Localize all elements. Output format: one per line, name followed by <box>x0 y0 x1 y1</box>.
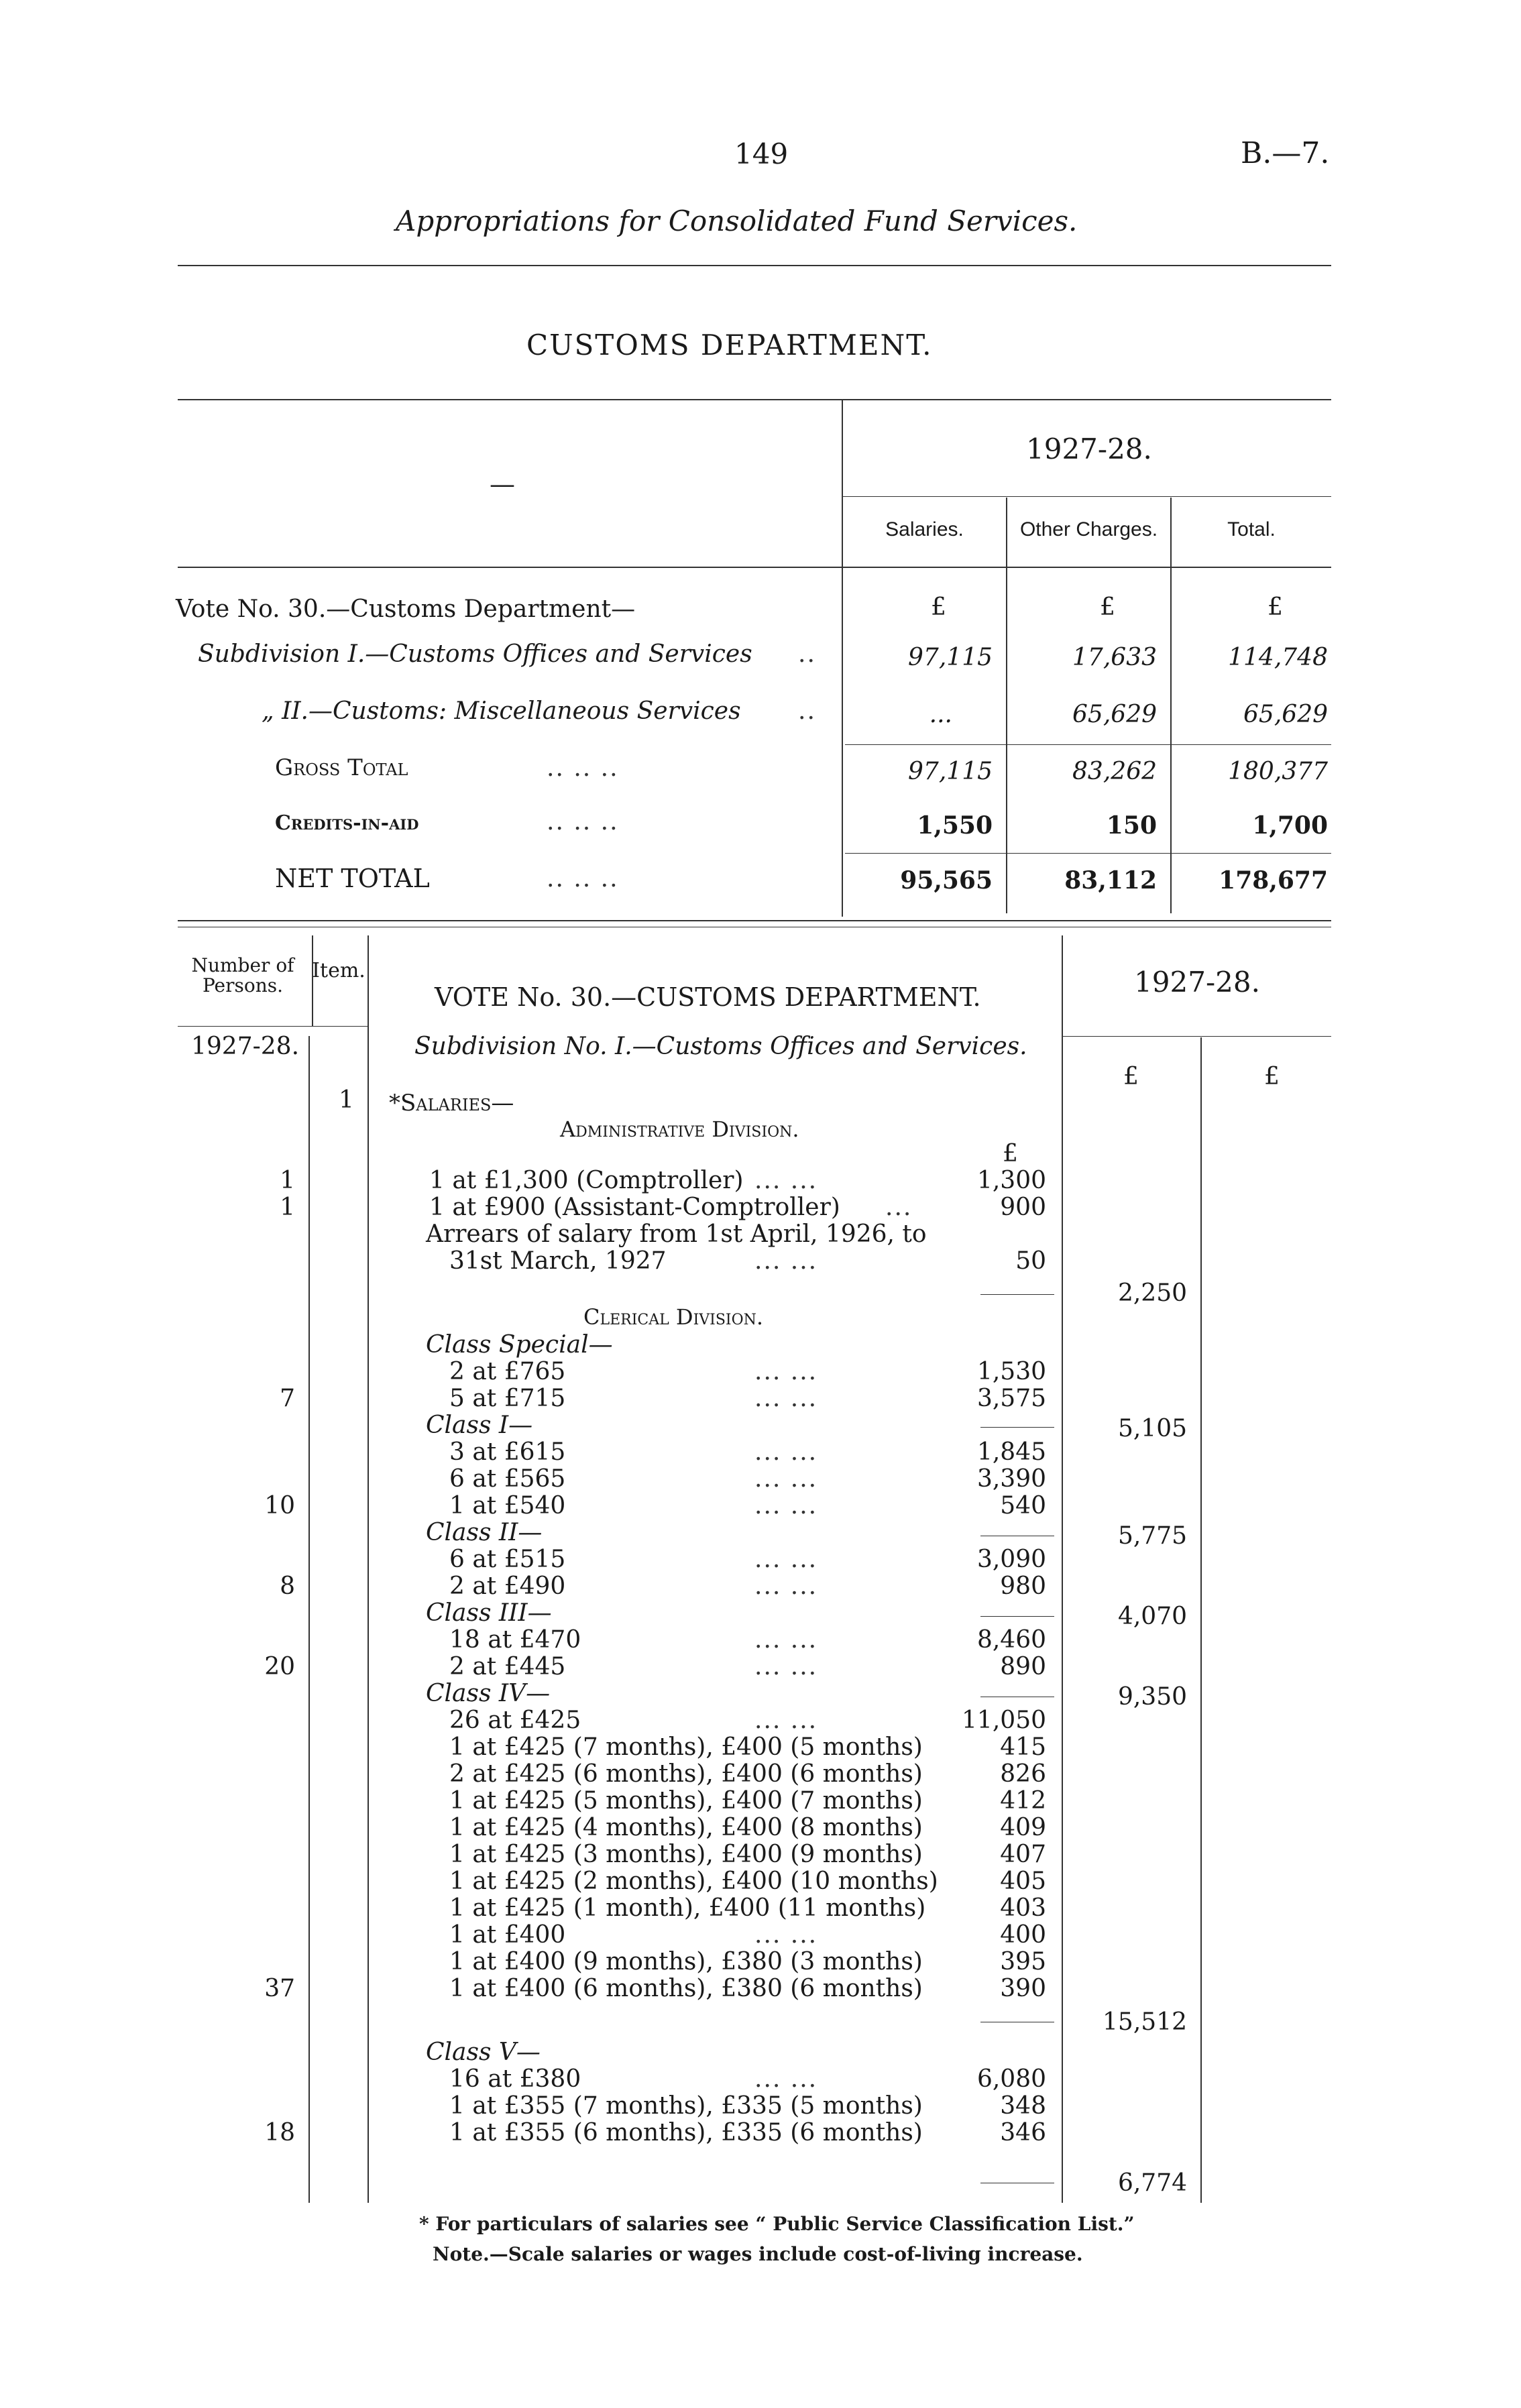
line-item-text: 6 at £515 <box>449 1546 566 1573</box>
footnote-classification: * For particulars of salaries see “ Public Service Classification List.” <box>419 2213 1135 2235</box>
line-item-text: 26 at £425 <box>449 1707 581 1734</box>
pound-total: £ <box>1268 593 1283 621</box>
summary-cell: 150 <box>1106 811 1157 840</box>
line-item-amount: 400 <box>1000 1921 1046 1949</box>
pound-col-a: £ <box>1123 1063 1139 1090</box>
line-item-amount: 3,390 <box>976 1465 1046 1493</box>
line-item-text: 1 at £400 (6 months), £380 (6 months) <box>449 1975 923 2002</box>
line-item-amount: 346 <box>1000 2119 1046 2146</box>
persons-count: 18 <box>264 2119 295 2146</box>
summary-row-label: NET TOTAL <box>275 864 430 893</box>
summary-cell: 65,629 <box>1243 701 1328 728</box>
leader-dots: ... ... <box>754 1385 818 1412</box>
department-title: CUSTOMS DEPARTMENT. <box>526 329 933 361</box>
leader-dots: ... <box>885 1194 913 1221</box>
line-item-amount: 50 <box>1015 1247 1046 1275</box>
summary-cell: 17,633 <box>1072 644 1157 671</box>
summary-cell: 114,748 <box>1228 644 1328 671</box>
class-heading: Class II— <box>426 1519 543 1546</box>
page-subtitle: Appropriations for Consolidated Fund Services. <box>396 205 1078 237</box>
leader-dots: ... ... <box>754 1438 818 1466</box>
line-item-amount: 6,080 <box>976 2065 1046 2093</box>
line-item-amount: 412 <box>1000 1787 1046 1815</box>
line-item-amount: 415 <box>1000 1733 1046 1761</box>
class-heading: Class I— <box>426 1412 533 1439</box>
document-reference: B.—7. <box>1241 136 1330 170</box>
line-item-text: 1 at £355 (6 months), £335 (6 months) <box>449 2119 923 2146</box>
summary-cell: 83,262 <box>1072 758 1157 785</box>
line-item-text: Arrears of salary from 1st April, 1926, to <box>426 1220 927 1248</box>
line-item-text: 1 at £425 (5 months), £400 (7 months) <box>449 1787 923 1815</box>
line-item-text: 2 at £445 <box>449 1653 566 1680</box>
summary-cell: 1,550 <box>917 811 993 840</box>
persons-count: 1 <box>280 1194 295 1221</box>
subtotal: 6,774 <box>1117 2169 1187 2197</box>
line-item-amount: 826 <box>1000 1760 1046 1788</box>
line-item-text: 6 at £565 <box>449 1465 566 1493</box>
vote-heading: VOTE No. 30.—CUSTOMS DEPARTMENT. <box>435 982 981 1012</box>
detail-year: 1927-28. <box>1134 966 1260 998</box>
page-number: 149 <box>734 137 789 170</box>
line-item-text: 1 at £900 (Assistant-Comptroller) <box>429 1194 840 1221</box>
administrative-division-heading: Administrative Division. <box>560 1116 799 1142</box>
persons-year: 1927-28. <box>191 1033 300 1060</box>
line-item-amount: 348 <box>1000 2092 1046 2120</box>
line-item-text: 16 at £380 <box>449 2065 581 2093</box>
clerical-division-heading: Clerical Division. <box>583 1304 764 1330</box>
line-item-text: 1 at £425 (2 months), £400 (10 months) <box>449 1868 938 1895</box>
subdivision-heading: Subdivision No. I.—Customs Offices and Services. <box>414 1033 1027 1060</box>
line-item-amount: 980 <box>1000 1572 1046 1600</box>
header-rule <box>178 265 1331 266</box>
subtotal: 15,512 <box>1103 2008 1187 2036</box>
line-item-text: 1 at £400 <box>449 1921 566 1949</box>
summary-row-label: Gross Total <box>275 754 408 781</box>
subtotal: 4,070 <box>1117 1603 1187 1630</box>
summary-divider <box>842 400 843 917</box>
summary-cell: 180,377 <box>1228 758 1328 785</box>
line-item-amount: 11,050 <box>962 1707 1046 1734</box>
summary-row-label: Subdivision I.—Customs Offices and Services <box>198 640 752 668</box>
line-item-amount: 407 <box>1000 1841 1046 1868</box>
line-item-text: 5 at £715 <box>449 1385 566 1412</box>
col-other-charges: Other Charges. <box>1019 518 1158 540</box>
summary-cell: 1,700 <box>1252 811 1328 840</box>
summary-cell: 97,115 <box>908 644 993 671</box>
line-item-amount: 390 <box>1000 1975 1046 2002</box>
line-item-amount: 3,090 <box>976 1546 1046 1573</box>
summary-row-label: Credits-in-aid <box>275 811 419 835</box>
line-item-amount: 1,530 <box>976 1358 1046 1385</box>
line-item-text: 1 at £400 (9 months), £380 (3 months) <box>449 1948 923 1975</box>
pound-inner: £ <box>1003 1140 1018 1167</box>
persons-count: 10 <box>264 1492 295 1520</box>
leader-dots: ... ... <box>754 1247 818 1275</box>
leader-dots: ... ... <box>754 1921 818 1949</box>
leader-dots: ... ... <box>754 1572 818 1600</box>
summary-cell: 97,115 <box>908 758 993 785</box>
subtotal: 2,250 <box>1117 1279 1187 1307</box>
pound-other: £ <box>1100 593 1115 621</box>
line-item-text: 2 at £765 <box>449 1358 566 1385</box>
line-item-text: 3 at £615 <box>449 1438 566 1466</box>
line-item-text: 1 at £425 (3 months), £400 (9 months) <box>449 1841 923 1868</box>
line-item-text: 2 at £490 <box>449 1572 566 1600</box>
line-item-text: 1 at £425 (4 months), £400 (8 months) <box>449 1814 923 1841</box>
line-item-amount: 900 <box>1000 1194 1046 1221</box>
leader-dots: ... ... <box>754 1653 818 1680</box>
salaries-heading: *Salaries— <box>389 1090 514 1116</box>
persons-count: 8 <box>280 1572 295 1600</box>
line-item-text: 2 at £425 (6 months), £400 (6 months) <box>449 1760 923 1788</box>
summary-row-label: „ II.—Customs: Miscellaneous Services <box>262 697 741 725</box>
line-item-text: 1 at £1,300 (Comptroller) <box>429 1167 744 1194</box>
col-item: Item. <box>312 959 365 982</box>
line-item-text: 1 at £425 (7 months), £400 (5 months) <box>449 1733 923 1761</box>
subtotal: 5,775 <box>1117 1522 1187 1550</box>
subtotal: 5,105 <box>1117 1415 1187 1442</box>
line-item-amount: 1,300 <box>976 1167 1046 1194</box>
col-total: Total. <box>1227 518 1276 540</box>
line-item-amount: 540 <box>1000 1492 1046 1520</box>
leader-dots: ... ... <box>754 1167 818 1194</box>
item-number: 1 <box>339 1086 354 1114</box>
summary-cell: ... <box>929 701 952 728</box>
line-item-amount: 409 <box>1000 1814 1046 1841</box>
leader-dots: ... ... <box>754 2065 818 2093</box>
summary-stub-dash: — <box>490 469 515 499</box>
line-item-amount: 8,460 <box>976 1626 1046 1654</box>
leader-dots: ... ... <box>754 1358 818 1385</box>
col-number-of-persons: Number of Persons. <box>191 954 294 996</box>
summary-cell: 83,112 <box>1064 866 1157 895</box>
summary-cell: 178,677 <box>1219 866 1328 895</box>
line-item-text: 1 at £425 (1 month), £400 (11 months) <box>449 1894 926 1922</box>
persons-count: 1 <box>280 1167 295 1194</box>
line-item-amount: 890 <box>1000 1653 1046 1680</box>
line-item-text: 18 at £470 <box>449 1626 581 1654</box>
line-item-text: 1 at £540 <box>449 1492 566 1520</box>
line-item-amount: 3,575 <box>976 1385 1046 1412</box>
persons-count: 37 <box>264 1975 295 2002</box>
summary-year: 1927-28. <box>1026 433 1152 465</box>
line-item-amount: 1,845 <box>976 1438 1046 1466</box>
vote-label: Vote No. 30.—Customs Department— <box>176 595 636 623</box>
line-item-amount: 395 <box>1000 1948 1046 1975</box>
pound-col-b: £ <box>1264 1063 1280 1090</box>
leader-dots: ... ... <box>754 1707 818 1734</box>
summary-top-rule <box>178 399 1331 400</box>
line-item-amount: 405 <box>1000 1868 1046 1895</box>
leader-dots: ... ... <box>754 1626 818 1654</box>
leader-dots: ... ... <box>754 1546 818 1573</box>
persons-count: 20 <box>264 1653 295 1680</box>
line-item-amount: 403 <box>1000 1894 1046 1922</box>
class-heading: Class Special— <box>426 1331 613 1359</box>
pound-salaries: £ <box>931 593 946 621</box>
persons-count: 7 <box>280 1385 295 1412</box>
summary-cell: 95,565 <box>900 866 993 895</box>
summary-cell: 65,629 <box>1072 701 1157 728</box>
class-heading: Class V— <box>426 2039 541 2066</box>
col-salaries: Salaries. <box>885 518 964 540</box>
class-heading: Class IV— <box>426 1680 551 1707</box>
class-heading: Class III— <box>426 1599 552 1627</box>
subtotal: 9,350 <box>1117 1683 1187 1711</box>
leader-dots: ... ... <box>754 1465 818 1493</box>
footnote-scale-salaries: Note.—Scale salaries or wages include cost-of-living increase. <box>433 2243 1083 2265</box>
line-item-text: 1 at £355 (7 months), £335 (5 months) <box>449 2092 923 2120</box>
leader-dots: ... ... <box>754 1492 818 1520</box>
page: 149 B.—7. Appropriations for Consolidated Fund Services. CUSTOMS DEPARTMENT. — 1927-28. Salaries. Other Charges. Total. Vote No. 30.—Customs Department— £ £ £ Subdivision I.—Customs Offices and Services .. 97,115 17,633 114,748 „ II.—Customs: Miscellaneous Services .. ... 65,629 65,629 Gross Total .. .. .. 97,115 83,262 180,377 Credits-in-aid .. .. .. 1,550 150 1,700 NET TOTAL .. .. .. 95,565 83,112 178,677 Number of Persons. Item. VOTE No. 30.—CUSTOMS DEPARTMENT. 1927-28. 1927-28. Subdivision No. I.—Customs Offices and Services. £ £ 1 *Salaries— Administrative Division. £ Clerical Division. 1 1 at £1,300 (Comptroller) ... ... 1,300 1 1 at £900 (Assistant-Comptroller) ... 900 Arrears of salary from 1st April, 1926, to 31st March, 1927 ... ... 50 Class Special— 2 at £765 ... ... 1,530 7 5 at £715 ... ... 3,575 Class I— 3 at £615 ... ... 1,845 6 at £565 ... ... 3,390 10 1 at £540 ... ... 540 Class II— 6 at £515 ... ... 3,090 8 2 at £490 ... ... 980 Class III— 18 at £470 ... ... 8,460 20 2 at £445 ... ... 890 Class IV— 26 at £425 ... ... 11,050 1 at £425 (7 months), £400 (5 months) 415 2 at £425 (6 months), £400 (6 months) 826 1 at £425 (5 months), £400 (7 months) 412 1 at £425 (4 months), £400 (8 months) 409 1 at £425 (3 months), £400 (9 months) 407 1 at £425 (2 months), £400 (10 months) 405 1 at £425 (1 month), £400 (11 months) 403 1 at £400 ... ... 400 1 at £400 (9 months), £380 (3 months) 395 37 1 at £400 (6 months), £380 (6 months) 390 Class V— 16 at £380 ... ... 6,080 1 at £355 (7 months), £335 (5 months) 348 18 1 at £355 (6 months), £335 (6 months) 346 2,250 5,105 5,775 4,070 9,350 15,512 6,774 * For particulars of salaries see “ Public Service Classification List.” Note.—Scale salaries or wages include cost-of-living increase. <box>0 0 1521 2408</box>
line-item-text: 31st March, 1927 <box>449 1247 667 1275</box>
